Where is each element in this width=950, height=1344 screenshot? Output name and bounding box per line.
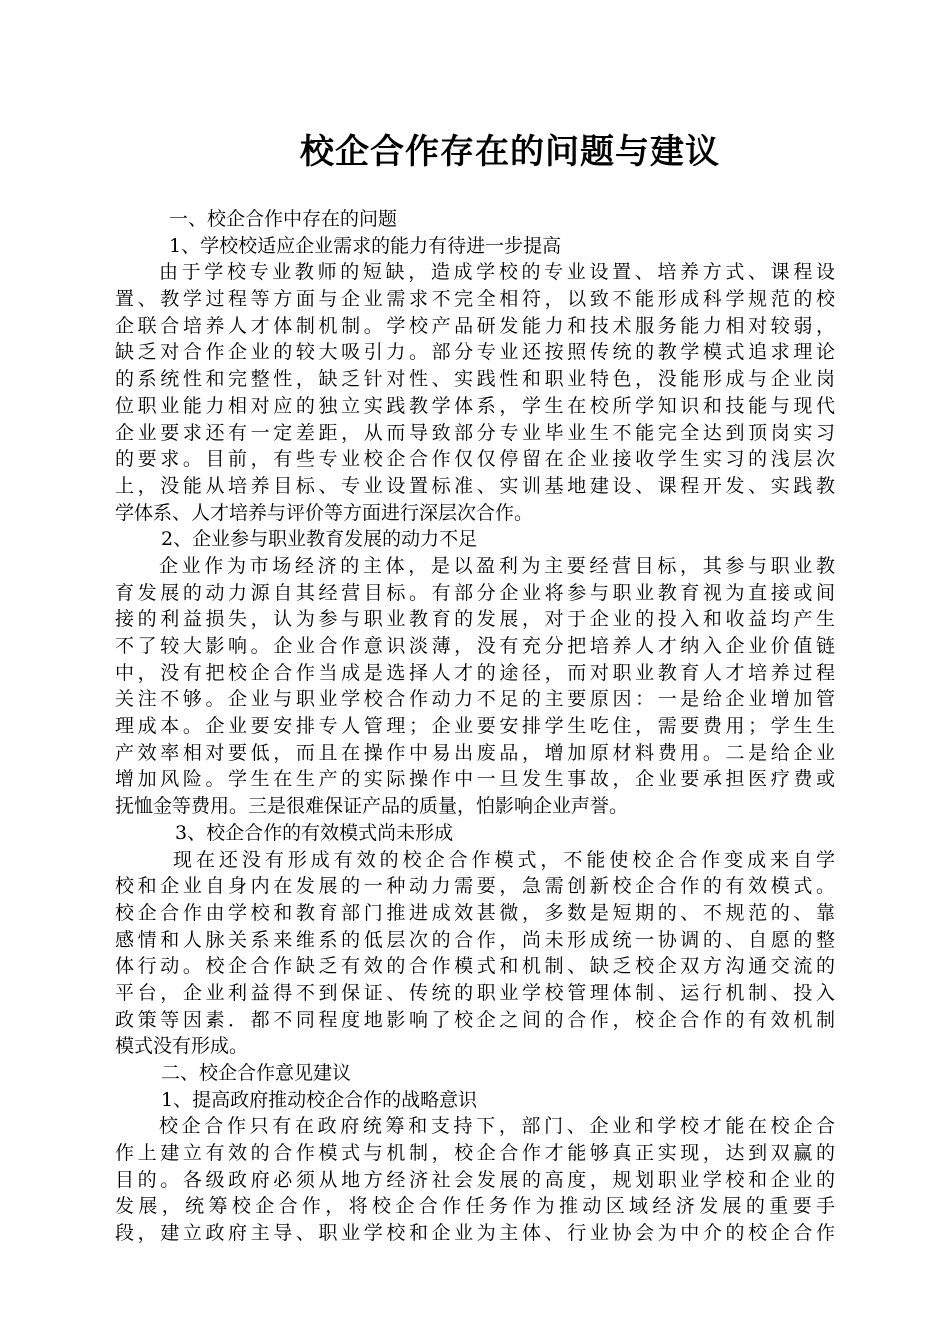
paragraph-line: 企业作为市场经济的主体，是以盈利为主要经营目标，其参与职业教 xyxy=(159,554,835,577)
paragraph-line: 现在还没有形成有效的校企合作模式，不能使校企合作变成来自学 xyxy=(173,848,835,871)
paragraph-line: 段，建立政府主导、职业学校和企业为主体、行业协会为中介的校企合作 xyxy=(115,1222,835,1245)
paragraph-line: 模式没有形成。 xyxy=(115,1035,249,1058)
subsection-heading: 1、提高政府推动校企合作的战略意识 xyxy=(161,1088,478,1111)
paragraph-line: 学体系、人才培养与评价等方面进行深层次合作。 xyxy=(115,501,534,524)
paragraph-line: 产效率相对要低，而且在操作中易出废品，增加原材料费用。二是给企业 xyxy=(115,741,835,764)
paragraph-line: 企联合培养人才体制机制。学校产品研发能力和技术服务能力相对较弱， xyxy=(115,314,835,337)
paragraph-line: 体行动。校企合作缺乏有效的合作模式和机制、缺乏校企双方沟通交流的 xyxy=(115,955,835,978)
section-heading: 一、校企合作中存在的问题 xyxy=(169,208,398,230)
paragraph-line: 校企合作由学校和教育部门推进成效甚微，多数是短期的、不规范的、靠 xyxy=(115,901,835,924)
paragraph-line: 平台，企业利益得不到保证、传统的职业学校管理体制、运行机制、投入 xyxy=(115,981,835,1004)
subsection-heading: 2、企业参与职业教育发展的动力不足 xyxy=(161,528,478,551)
paragraph-line: 政策等因素．都不同程度地影响了校企之间的合作，校企合作的有效机制 xyxy=(115,1008,835,1031)
paragraph-line: 育发展的动力源自其经营目标。有部分企业将参与职业教育视为直接或间 xyxy=(115,581,835,604)
paragraph-line: 作上建立有效的合作模式与机制，校企合作才能够真正实现，达到双赢的 xyxy=(115,1142,835,1165)
paragraph-line: 校企合作只有在政府统筹和支持下，部门、企业和学校才能在校企合 xyxy=(159,1115,835,1138)
paragraph-line: 由于学校专业教师的短缺，造成学校的专业设置、培养方式、课程设 xyxy=(159,261,835,284)
paragraph-line: 的系统性和完整性，缺乏针对性、实践性和职业特色，没能形成与企业岗 xyxy=(115,368,835,391)
paragraph-line: 置、教学过程等方面与企业需求不完全相符，以致不能形成科学规范的校 xyxy=(115,288,835,311)
paragraph-line: 中，没有把校企合作当成是选择人才的途径，而对职业教育人才培养过程 xyxy=(115,661,835,684)
paragraph-line: 位职业能力相对应的独立实践教学体系，学生在校所学知识和技能与现代 xyxy=(115,394,835,417)
paragraph-line: 的要求。目前，有些专业校企合作仅仅停留在企业接收学生实习的浅层次 xyxy=(115,448,835,471)
document-body xyxy=(115,206,835,1247)
paragraph-line: 感情和人脉关系来维系的低层次的合作，尚未形成统一协调的、自愿的整 xyxy=(115,928,835,951)
paragraph-line: 缺乏对合作企业的较大吸引力。部分专业还按照传统的教学模式追求理论 xyxy=(115,341,835,364)
paragraph-line: 发展，统筹校企合作，将校企合作任务作为推动区域经济发展的重要手 xyxy=(115,1195,835,1218)
subsection-heading: 1、学校校适应企业需求的能力有待进一步提高 xyxy=(169,234,562,257)
paragraph-line: 目的。各级政府必须从地方经济社会发展的高度，规划职业学校和企业的 xyxy=(115,1168,835,1191)
paragraph-line: 校和企业自身内在发展的一种动力需要，急需创新校企合作的有效模式。 xyxy=(115,875,835,898)
paragraph-line: 抚恤金等费用。三是很难保证产品的质量，怕影响企业声誉。 xyxy=(115,795,629,818)
paragraph-line: 理成本。企业要安排专人管理；企业要安排学生吃住，需要费用；学生生 xyxy=(115,715,835,738)
subsection-heading: 3、校企合作的有效模式尚未形成 xyxy=(175,821,454,844)
paragraph-line: 企业要求还有一定差距，从而导致部分专业毕业生不能完全达到顶岗实习 xyxy=(115,421,835,444)
section-heading: 二、校企合作意见建议 xyxy=(161,1062,352,1084)
paragraph-line: 关注不够。企业与职业学校合作动力不足的主要原因：一是给企业增加管 xyxy=(115,688,835,711)
document-title: 校企合作存在的问题与建议 xyxy=(300,132,720,172)
paragraph-line: 不了较大影响。企业合作意识淡薄，没有充分把培养人才纳入企业价值链 xyxy=(115,635,835,657)
paragraph-line: 接的利益损失，认为参与职业教育的发展，对于企业的投入和收益均产生 xyxy=(115,608,835,631)
paragraph-line: 增加风险。学生在生产的实际操作中一旦发生事故，企业要承担医疗费或 xyxy=(115,768,835,791)
paragraph-line: 上，没能从培养目标、专业设置标准、实训基地建设、课程开发、实践教 xyxy=(115,474,835,497)
